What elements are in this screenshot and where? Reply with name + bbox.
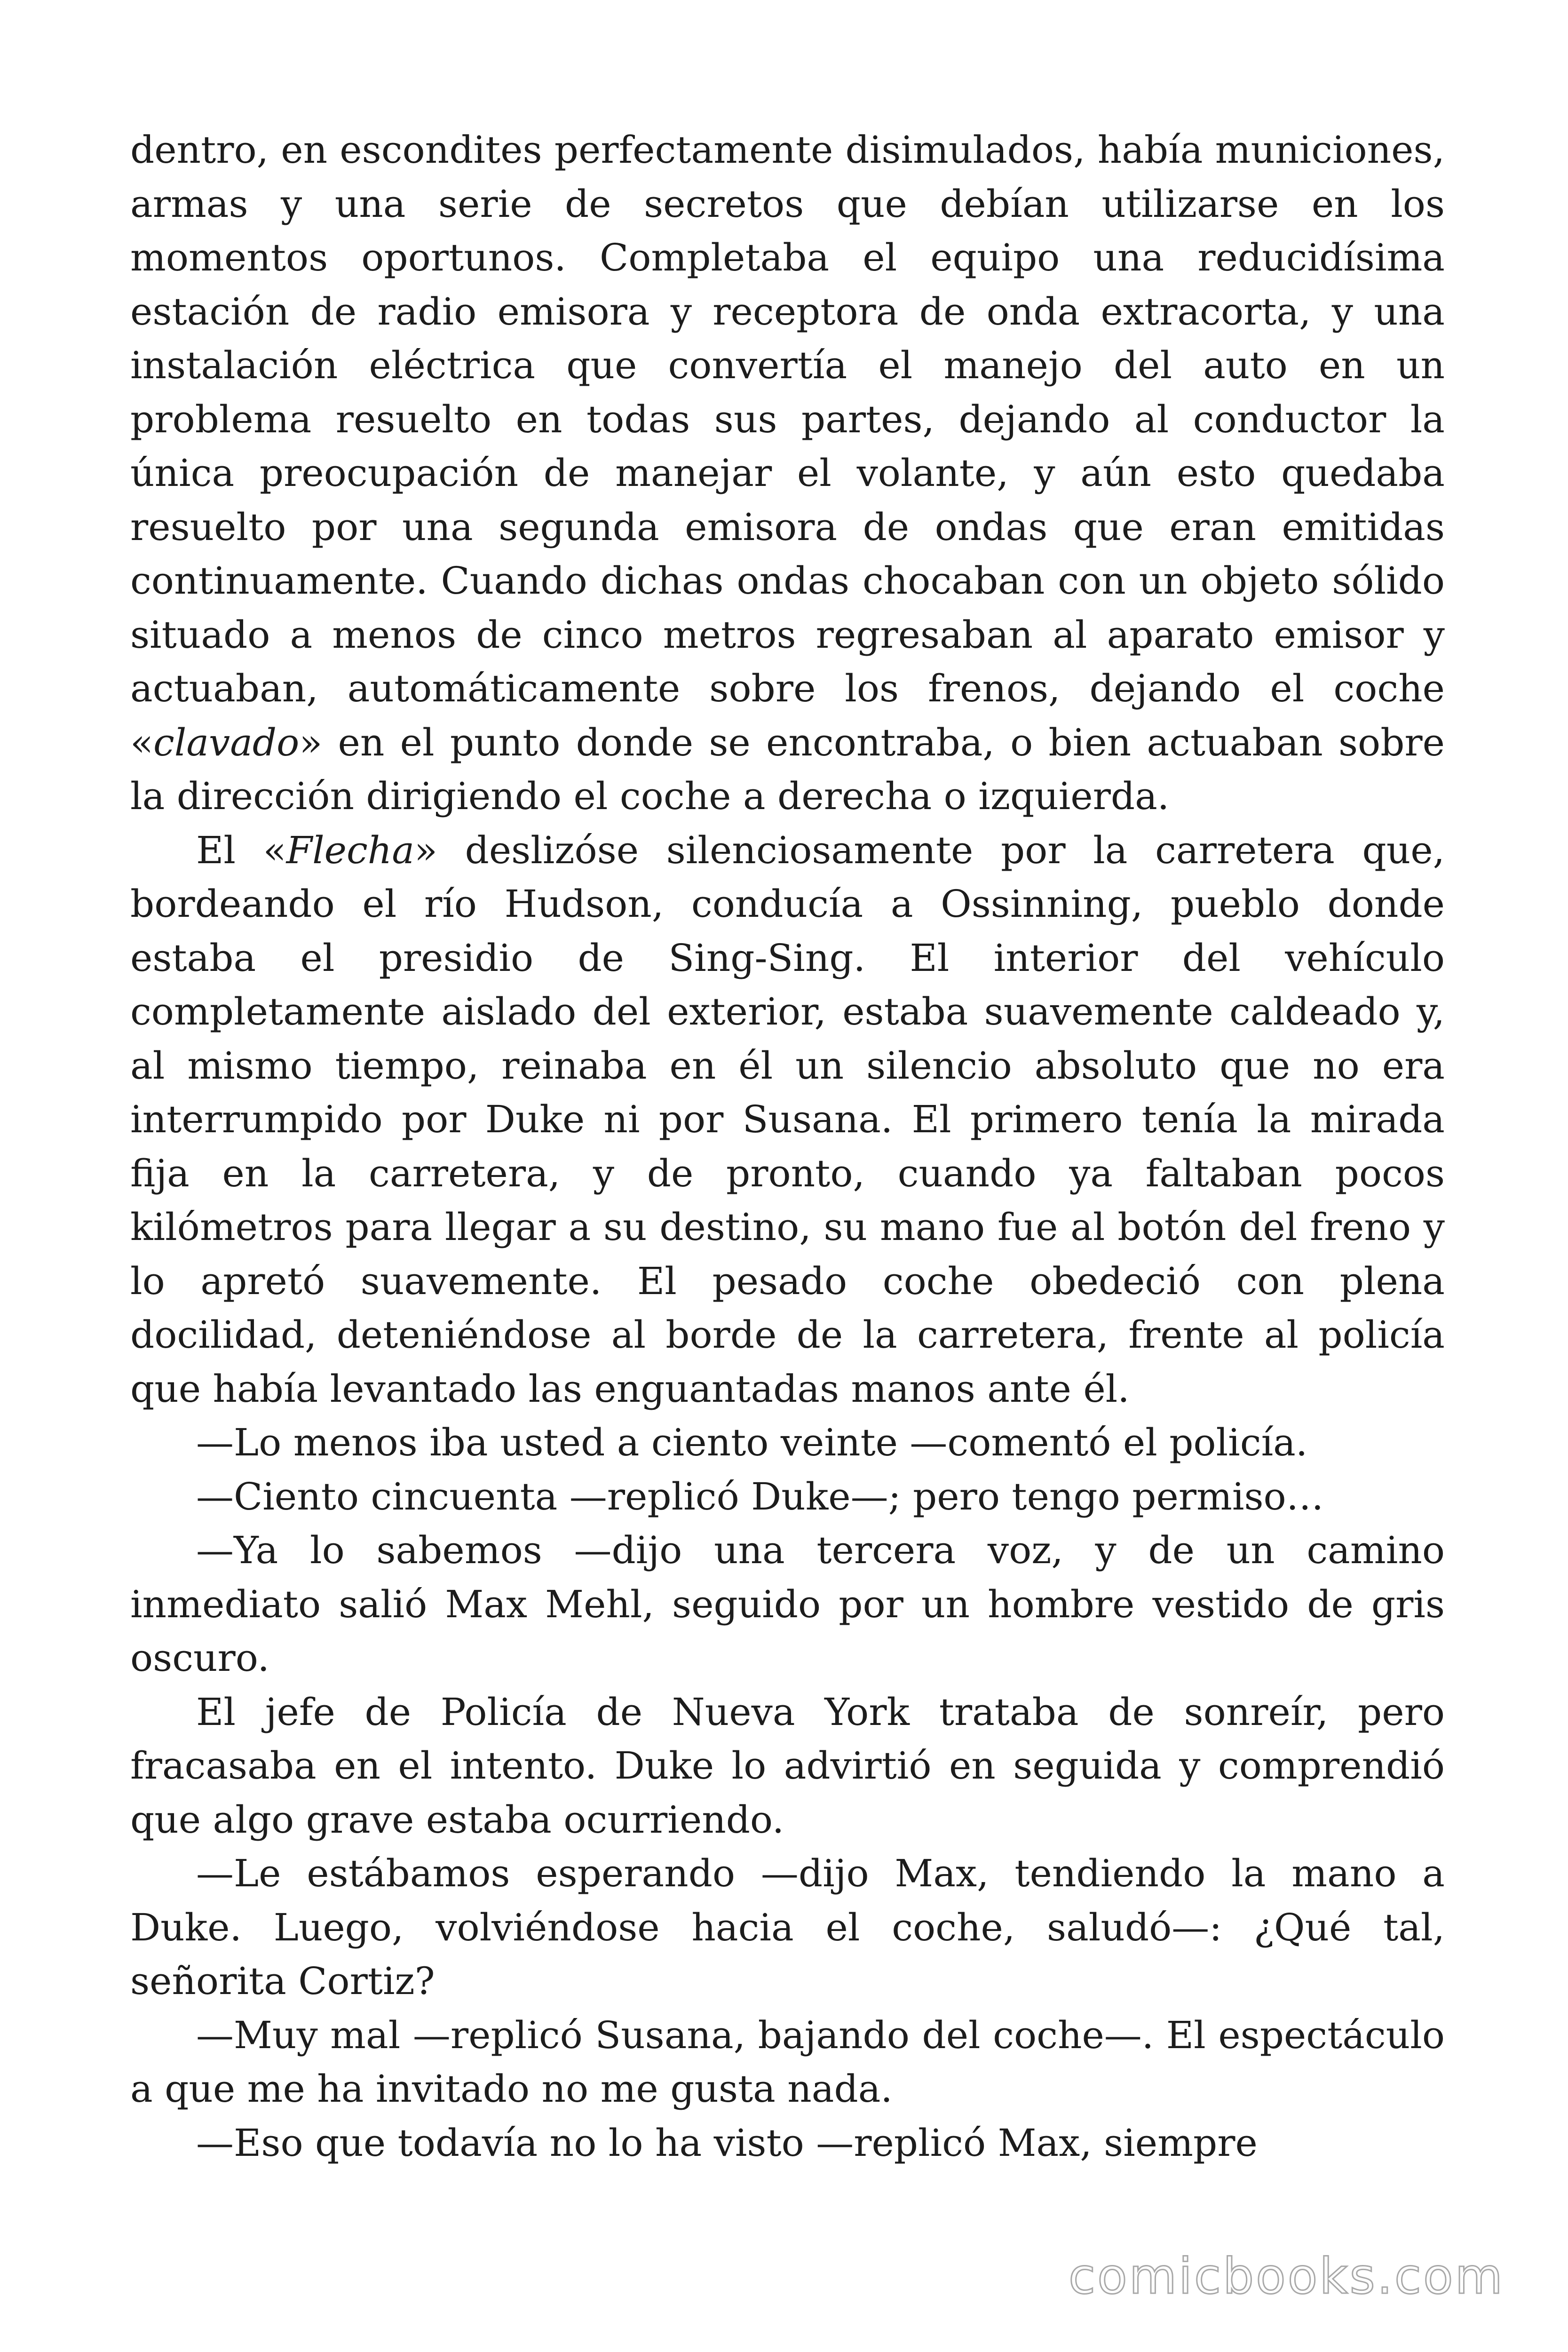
paragraph bbox=[130, 1524, 1445, 1685]
text-run: El « bbox=[196, 828, 286, 872]
text-run: dentro, en escondites perfectamente disimulados, había municiones, armas y una serie de secretos que debían utilizarse en los momentos oportunos. Completaba el equipo una reducidísima estación de radio emisora y receptora de onda extracorta, y una instalación eléctrica que convertía el manejo del auto en un problema resuelto en todas sus partes, dejando al conductor la única preocupación de manejar el volante, y aún esto quedaba resuelto por una segunda emisora de ondas que eran emitidas continuamente. Cuando dichas ondas chocaban con un objeto sólido situado a menos de cinco metros regresaban al aparato emisor y actuaban, automáticamente sobre los frenos, dejando el coche « bbox=[130, 128, 1445, 764]
italic-text: clavado bbox=[153, 720, 300, 764]
paragraph bbox=[130, 2116, 1445, 2170]
paragraph bbox=[130, 123, 1445, 824]
text-run: —Muy mal —replicó Susana, bajando del coche—. El espectáculo a que me ha invitado no me gusta nada. bbox=[130, 2013, 1445, 2111]
text-run: —Eso que todavía no lo ha visto —replicó Max, siempre bbox=[196, 2121, 1258, 2165]
paragraph bbox=[130, 1470, 1445, 1524]
text-run: —Lo menos iba usted a ciento veinte —comentó el policía. bbox=[196, 1421, 1308, 1464]
paragraph bbox=[130, 824, 1445, 1416]
text-run: » en el punto donde se encontraba, o bien actuaban sobre la dirección dirigiendo el coche a derecha o izquierda. bbox=[130, 720, 1445, 818]
text-run: » deslizóse silenciosamente por la carretera que, bordeando el río Hudson, conducía a Ossinning, pueblo donde estaba el presidio de Sing-Sing. El interior del vehículo completamente aislado del exterior, estaba suavemente caldeado y, al mismo tiempo, reinaba en él un silencio absoluto que no era interrumpido por Duke ni por Susana. El primero tenía la mirada fija en la carretera, y de pronto, cuando ya faltaban pocos kilómetros para llegar a su destino, su mano fue al botón del freno y lo apretó suavemente. El pesado coche obedeció con plena docilidad, deteniéndose al borde de la carretera, frente al policía que había levantado las enguantadas manos ante él. bbox=[130, 828, 1445, 1411]
watermark-logo: comicbooks.com bbox=[1068, 2248, 1505, 2305]
paragraph bbox=[130, 1685, 1445, 1847]
text-run: —Ya lo sabemos —dijo una tercera voz, y de un camino inmediato salió Max Mehl, seguido por un hombre vestido de gris oscuro. bbox=[130, 1528, 1445, 1680]
paragraph bbox=[130, 2009, 1445, 2116]
text-run: —Le estábamos esperando —dijo Max, tendiendo la mano a Duke. Luego, volviéndose hacia el coche, saludó—: ¿Qué tal, señorita Cortiz? bbox=[130, 1851, 1445, 2003]
text-run: —Ciento cincuenta —replicó Duke—; pero tengo permiso… bbox=[196, 1474, 1324, 1518]
paragraph bbox=[130, 1416, 1445, 1470]
paragraph bbox=[130, 1847, 1445, 2009]
text-run: El jefe de Policía de Nueva York trataba de sonreír, pero fracasaba en el intento. Duke lo advirtió en seguida y comprendió que algo grave estaba ocurriendo. bbox=[130, 1690, 1445, 1842]
italic-text: Flecha bbox=[286, 828, 415, 872]
body-text bbox=[130, 123, 1445, 2170]
